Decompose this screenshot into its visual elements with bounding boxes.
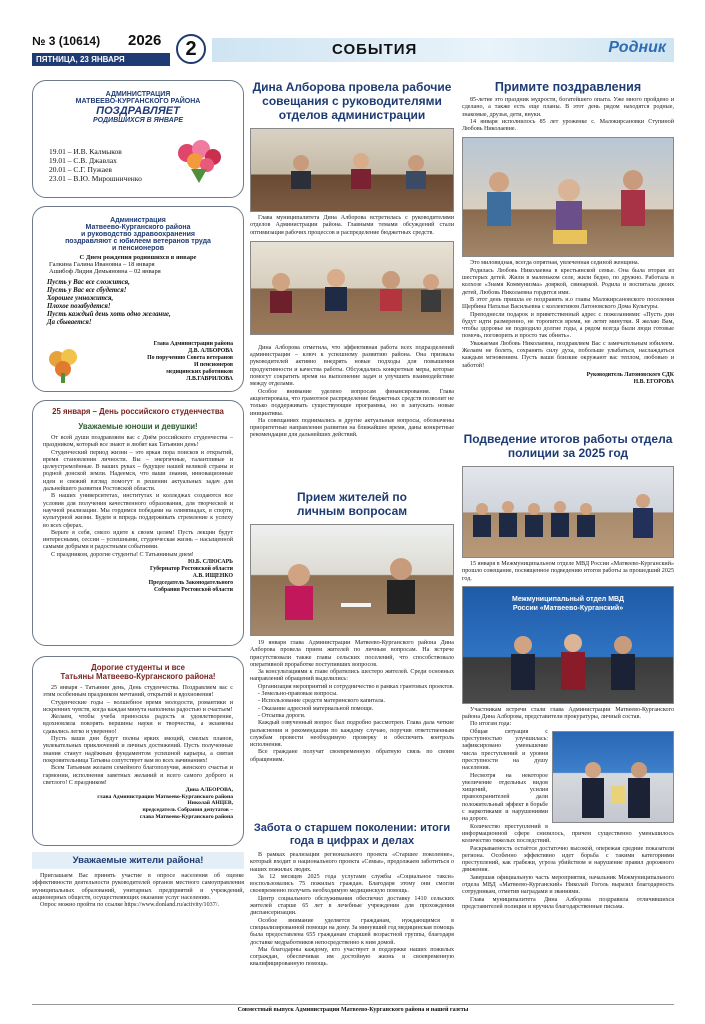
police-photo-2	[462, 586, 674, 704]
reception-list-item: - Земельно-правовые вопросы.	[258, 691, 338, 698]
poem-line: Пусть у Вас все сложится,	[47, 279, 130, 286]
poem-line: Хорошее умножится,	[47, 295, 114, 302]
anniversary-title: Примите поздравления	[494, 80, 642, 94]
poem-line: Плохое позабудется!	[47, 303, 111, 310]
survey-title-bar	[32, 852, 244, 869]
page-number: 2	[185, 38, 197, 60]
meetings-text: Глава муниципалитета Дина Алборова встретилась с руководителями отделов Администрации района. Главными темами обсуждений стали оптимизация рабочих процессов и распределение бюджетных средств.	[250, 215, 454, 236]
congrats-line-2: МАТВЕЕВО-КУРГАНСКОГО РАЙОНА	[75, 98, 201, 105]
police-text: Завершая официальную часть мероприятия, начальник Межмуниципального отдела МВД «Матвеево-Курганский» Николай Гоголь выразил благодарность сотрудникам, отметив наградами и званиями.	[462, 874, 674, 896]
veterans-title-1: Администрация	[110, 217, 166, 224]
police-text: Несмотря на некоторое увеличение отдельных видов хищений, усилия правоохранителей дали положительный эффект в борьбе с наркотиками и нарушениями на дороге.	[462, 772, 548, 823]
signature-line: медицинских работников	[166, 369, 233, 375]
anniversary-text: Родилась Любовь Николаевна в крестьянской семье. Она была вторая из шестерых детей. Жили в маленьком селе, жили бедно, по дружно. Работала в колхозе «Знамя Коммунизма» дояркой, свинаркой. Родила и воспитала двоих детей, Любовь Николаевна гордится ими.	[462, 267, 674, 296]
masthead	[32, 32, 674, 72]
police-wrap-block	[462, 729, 674, 824]
survey-link-text[interactable]: Опрос можно пройти по ссылке https://www.donland.ru/activity/1037/.	[40, 902, 219, 909]
police-text: 15 января в Межмуниципальном отделе МВД России «Матвеево-Курганский» прошло совещание, посвященное подведению итогов работы за прошедший 2025 год.	[462, 561, 674, 582]
anniversary-photo	[462, 137, 674, 257]
tatiana-text: Пусть ваши дни будут полны ярких эмоций, смелых планов, увлекательных приключений и личных достижений. Пусть полученные знания станут надёжным фундаментом успешной карьеры, а святая покровительница Татьяна сопутствует вам во всех начинаниях!	[43, 736, 233, 764]
tatiana-signature	[43, 787, 233, 820]
police-text: Количество преступлений в информационной сфере снизилось, причем существенно уменьшилось количество тяжелых последствий.	[462, 823, 674, 845]
page-number-badge	[176, 34, 206, 64]
police-photo-1	[462, 466, 674, 558]
students-day-box	[32, 400, 244, 646]
signature-line: Собрания Ростовской области	[153, 587, 233, 594]
congrats-line-4: РОДИВШИХСЯ В ЯНВАРЕ	[92, 117, 184, 124]
congrats-line-3: ПОЗДРАВЛЯЕТ	[96, 105, 180, 117]
signature-line: Д.В. АЛБОРОВА	[188, 348, 233, 354]
survey-text: Приглашаем Вас принять участие в опросе населения об оценке эффективности деятельности руководителей органов местного самоуправления муниципальных образований, унитарных предприятий и учреждений, акционерных обществ, осуществляющих оказание услуг населению.	[32, 873, 244, 901]
veterans-congrats-box	[32, 206, 244, 392]
meetings-text: Особое внимание уделено вопросам финансирования. Глава акцентировала, что грамотное распределение бюджетных средств позволит не только поддерживать существующие программы, но и запускать новые инициативы.	[250, 388, 454, 417]
tatiana-text: 25 января - Татьянин день, День студенчества. Поздравляем вас с этим особенным праздником мечтаний, открытий и вдохновения!	[43, 685, 233, 699]
issue-year: 2026	[128, 32, 162, 49]
signature-line: глава Матвеево-Курганского района	[139, 813, 233, 820]
elderly-title: Забота о старшем поколении: итоги года в цифрах и делах	[253, 822, 451, 847]
signature-line: По поручению Совета ветеранов	[147, 355, 233, 361]
signature-line: Л.В.ГАВРИЛОВА	[186, 376, 233, 382]
police-text: Раскрываемость остаётся достаточно высокой, опережая средние показатели региона. Особенно эффективно идет борьба с такими категориями преступлений, как грабежи, угроза убийством и нарушение правил дорожного движения.	[462, 845, 674, 874]
students-text: От всей души поздравляем вас с Днём российского студенчества – праздником, который все знают и любят как Татьянин день!	[43, 435, 233, 449]
elderly-text: Центр социального обслуживания обеспечил доставку 1410 сельских жителей старше 65 лет в лечебные учреждения для прохождения диспансеризации.	[250, 895, 454, 917]
reception-photo	[250, 524, 454, 636]
veterans-signature	[147, 341, 233, 383]
meetings-title: Дина Алборова провела рабочие совещания с руководителями отделов администрации	[252, 80, 452, 122]
anniversary-article	[462, 80, 674, 386]
anniversary-text: 85-летие это праздник мудрости, богатейшего опыта. Уже много пройдено и сделано, а также есть еще планы. В этот день рядом находятся родные, знакомые, друзья, дети, внуки.	[462, 97, 674, 118]
tatiana-text: Желаем, чтобы учеба приносила радость и удовлетворение, вдохновляла покорять вершины науки и творчества, а экзамены сдавались легко и уверенно!	[43, 714, 233, 735]
police-text: Общая ситуация с преступностью улучшилась: зафиксировано уменьшение числа преступлений и уровня преступности на душу населения.	[462, 728, 548, 772]
reception-text: Каждый озвученный вопрос был подробно рассмотрен. Глава дала четкие разъяснения и рекомендации по каждому случаю, поручив ответственным службам провести необходимую проверку и обеспечить контроль исполнения.	[250, 720, 454, 749]
veterans-name: Галкина Галина Ивановна – 18 января	[49, 261, 155, 268]
signature-line: Ю.Б. СЛЮСАРЬ	[187, 559, 233, 566]
veterans-title-4: поздравляют с юбилеем ветеранов труда	[65, 238, 211, 245]
anniversary-text: В этот день пришла ее поздравить и.о главы Малокирсановского поселения Щербина Наталья Васильевна с коллективом Латоновского Дома Культуры.	[462, 296, 674, 311]
elderly-text: За 12 месяцев 2025 года услугами службы «Социальное такси» воспользовались 75 пожилых граждан. Благодаря этому они смогли своевременно получать необходимую медицинскую помощь.	[250, 873, 454, 895]
section-banner	[212, 38, 674, 62]
reception-title: Прием жителей по личным вопросам	[296, 490, 408, 518]
signature-line: глава Администрации Матвеево-Курганского района	[97, 793, 233, 800]
poem-line: Пусть каждый день хоть одно желание,	[47, 311, 171, 318]
police-article	[462, 432, 674, 911]
signature-line: Глава Администрации района	[153, 341, 233, 347]
signature-line: Николай АНЦЕВ,	[187, 800, 233, 807]
students-text: С праздником, дорогие студенты! С Татьяниным днем!	[51, 551, 194, 558]
poem-line: Пусть у Вас все сбудется!	[47, 287, 127, 294]
meetings-text: На совещаниях поднимались и другие актуальные вопросы, обозначены приоритетные направления развития на ближайшее время, даны конкретные рекомендации для дальнейших действий.	[250, 417, 454, 439]
police-text: Глава муниципалитета Дина Алборова поздравила отличившихся представителей полиции и вручила благодарственные письма.	[462, 896, 674, 910]
anniversary-text: Это миловидная, всегда опрятная, увлеченная сединой женщина.	[470, 260, 640, 267]
veterans-title-5: и пенсионеров	[111, 245, 165, 252]
veterans-name: Ашибоф Лидия Демьяновна – 02 января	[49, 268, 161, 275]
meetings-photo-2	[250, 241, 454, 335]
reception-article	[250, 490, 454, 764]
meetings-article	[250, 80, 454, 440]
tatiana-day-box	[32, 656, 244, 846]
reception-list-item: - Оказание адресной материальной помощи.	[258, 705, 374, 712]
birthday-item: 19.01 – С.В. Джавлах	[49, 156, 117, 165]
signature-line: Губернатор Ростовской области	[149, 566, 233, 573]
police-photo-3	[552, 731, 674, 823]
police-text: Участникам встречи стали глава Администрации Матвеево-Курганского района Дина Алборова, представители прокуратуры, личный состав.	[462, 706, 674, 721]
signature-line: И пенсионеров	[193, 362, 233, 368]
anniversary-signature	[462, 372, 674, 386]
issue-number: № 3 (10614)	[32, 34, 101, 48]
footer-note: Совместный выпуск Администрации Матвеево-Курганского района и нашей газеты	[237, 1007, 469, 1013]
signature-line: Дина АЛБОРОВА,	[185, 787, 233, 794]
poem-line: Да сбывается!	[47, 319, 92, 326]
elderly-text: Мы благодарны каждому, кто участвует в поддержке наших пожилых сограждан, обеспечивая им достойную жизнь и своевременную квалифицированную помощь.	[250, 946, 454, 968]
veterans-title-3: и руководство здравоохранения	[81, 231, 195, 238]
survey-title: Уважаемые жители района!	[72, 855, 204, 866]
elderly-text: Особое внимание уделяется гражданам, нуждающимся в специализированной помощи на дому. За минувший год медицинская помощь была предоставлена 655 гражданам старшей возрастной группы, благодаря доставке медработников непосредственно к ним домой.	[250, 917, 454, 946]
tatiana-text: Всем Татьянам желаем семейного благополучия, женского счастья и гармонии, исполнения заветных желаний и всего самого доброго и светлого! С праздником!	[43, 765, 233, 786]
signature-line: Председатель Законодательного	[148, 580, 233, 587]
section-title: СОБЫТИЯ	[332, 41, 418, 58]
veterans-poem	[47, 279, 243, 327]
veterans-title-2: Матвеево-Курганского района	[85, 224, 191, 231]
reception-text: За консультациями к главе обратились шестеро жителей. Среди основных направлений обращений выделились:	[250, 669, 454, 683]
tatiana-title-2: Татьяны Матвеево-Курганского района!	[60, 672, 216, 681]
signature-line: А.В. ИЩЕНКО	[192, 573, 233, 580]
anniversary-text: Уважаемая Любовь Николаевна, поздравляем Вас с замечательным юбилеем. Желаем не болеть, сохранять силу духа, побольше улыбаться, наслаждаться каждым мгновением. Пусть ваши близкие окружают вас теплом, любовью и заботой!	[462, 340, 674, 369]
anniversary-text: Преподнесли подарок и приветственный адрес с пожеланиями: «Пусть дни будут идти размеренно, не торопится время, не летят минутки. Я желаю Вам, чтобы здоровье не подводило долгие годы, а рядом всегда были люди готовые помочь, поговорить и просто так обнять».	[462, 311, 674, 340]
footer-rule	[32, 1004, 674, 1005]
students-signature	[43, 559, 233, 594]
brand-logo: Родник	[608, 39, 666, 56]
survey-block	[32, 852, 244, 1000]
signature-line: Н.В. ЕГОРОВА	[633, 378, 674, 385]
congrats-line-1: АДМИНИСТРАЦИЯ	[105, 91, 171, 98]
flowers-image	[173, 139, 225, 185]
elderly-text: В рамках реализации регионального проекта «Старшее поколение», который входит в национального проекта «Семья», продолжаем заботиться о наших пожилых людях.	[250, 852, 454, 873]
signature-line: председатель Собрания депутатов –	[142, 806, 233, 813]
students-text: Студенческий период жизни – это яркая пора поисков и открытий, время становления личности. Вы – энергичные, талантливые и целеустремлённые. В ваших руках – будущее нашей великой страны и родной донской земли. Надеемся, что ваши знания, инновационные идеи и свежий взгляд помогут в решении актуальных задач для дальнейшего развития Ростовской области.	[43, 449, 233, 493]
birthday-item: 20.01 – С.Г. Пужаев	[49, 165, 112, 174]
veterans-subtitle: С Днем рождения родившихся в январе	[79, 254, 197, 261]
students-text: Верьте в себя, смело идите к своим целям! Пусть лекции будут интересными, сессии – успешными, студенческая жизнь – насыщенной самыми добрыми и радостными событиями.	[43, 529, 233, 551]
birthday-item: 23.01 – В.Ю. Мирошниченко	[49, 174, 142, 183]
signature-line: Руководитель Латоновского СДК	[586, 371, 674, 378]
birthday-list	[49, 147, 142, 183]
police-text: По итогам года:	[470, 721, 512, 728]
students-subtitle: Уважаемые юноши и девушки!	[78, 422, 198, 431]
birthday-congrats-box	[32, 80, 244, 198]
birthday-item: 19.01 – И.В. Калмыков	[49, 147, 122, 156]
reception-text: Все граждане получат своевременную обратную связь по своим обращениям.	[250, 749, 454, 763]
meetings-photo-1	[250, 128, 454, 212]
anniversary-text: 14 января исполнилось 85 лет уроженке с. Малокирсановки Ступиной Любовь Николаевне.	[462, 118, 674, 133]
students-title: 25 января – День российского студенчества	[52, 407, 224, 416]
police-title: Подведение итогов работы отдела полиции за 2025 год	[463, 432, 673, 460]
issue-date: ПЯТНИЦА, 23 ЯНВАРЯ	[32, 53, 170, 66]
reception-list-item: - Отсыпка дороги.	[258, 712, 306, 719]
flowers-small-image	[45, 347, 83, 383]
reception-list-item: - Использование средств материнского капитала.	[258, 698, 386, 705]
reception-text: Организация мероприятий и сотрудничество в рамках грантовых проектов.	[258, 683, 454, 690]
tatiana-text: Студенческие годы – волшебное время молодости, романтики и искренних чувств, когда каждая минута наполнена радостью и счастьем!	[43, 699, 233, 713]
meetings-text: Дина Алборова отметила, что эффективная работа всех подразделений администрации – ключ к успешному развитию района. Она призвала руководителей активно внедрять новые подходы для повышения продуктивности и качества работы. Обсуждались конкретные меры, которые помогут сократить время на выполнение задач и улучшить взаимодействие между отделами.	[250, 344, 454, 388]
students-text: В наших университетах, институтах и колледжах создаются все условия для получения качественного образования, для творческой и научной реализации. Мы гордимся победами на олимпиадах, в спорте, культурной жизни. Будем и впредь поддерживать стремление к успеху во всех сферах.	[43, 493, 233, 529]
tatiana-title-1: Дорогие студенты и все	[91, 663, 185, 672]
elderly-article	[250, 822, 454, 969]
police-banner-text: Межмуниципальный отдел МВД России «Матвеево-Курганский»	[512, 595, 624, 612]
reception-text: 19 января глава Администрации Матвеево-Курганского района Дина Алборова провела прием жителей по личным вопросам. На встрече присутствовали также главы сельских поселений, что способствовало оперативной проработке поступивших вопросов.	[250, 640, 454, 668]
